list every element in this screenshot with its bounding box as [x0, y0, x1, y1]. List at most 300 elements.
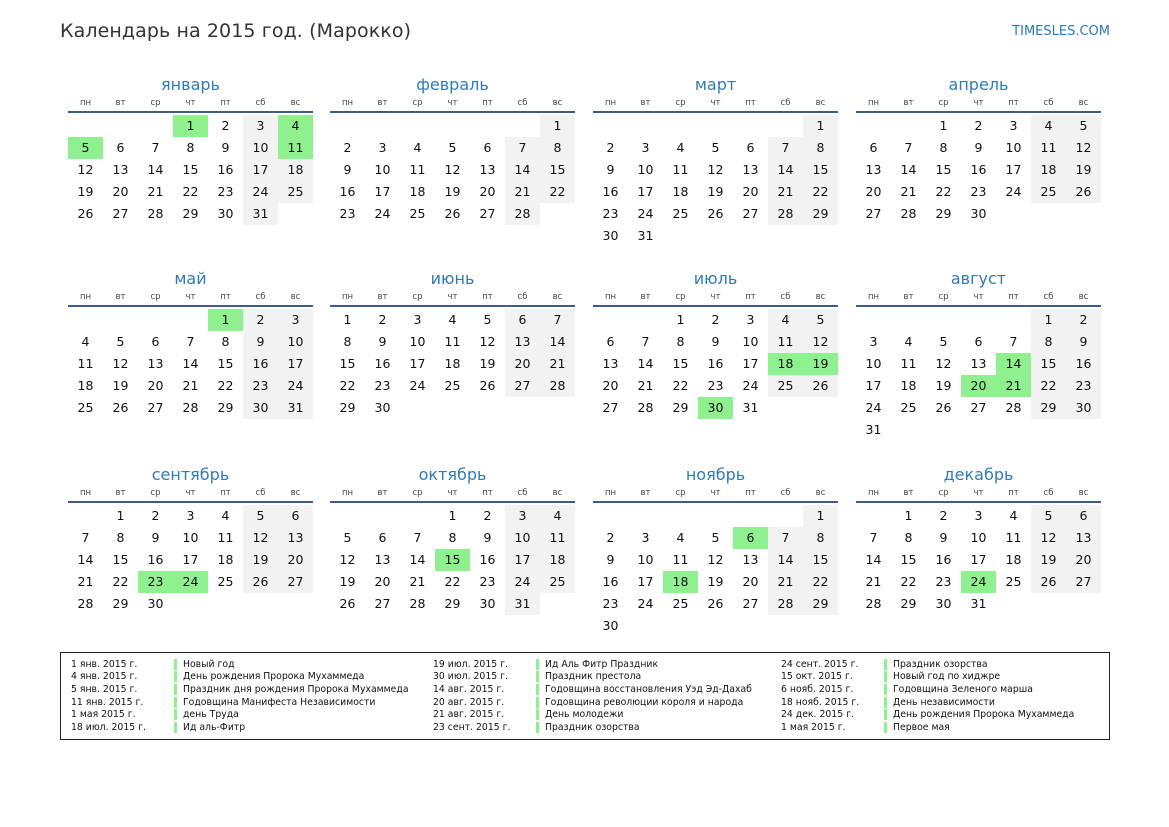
day-cell: 19	[339, 574, 356, 589]
day-cell: 12	[479, 334, 496, 349]
day-cell: 30	[479, 596, 496, 611]
day-cell: 24	[637, 596, 654, 611]
day-cell: 16	[243, 353, 278, 375]
day-cell: 15	[1031, 353, 1066, 375]
day-cell: 16	[217, 162, 234, 177]
weekday-label: вт	[377, 98, 388, 108]
day-cell: 2	[606, 530, 615, 545]
empty-cell	[628, 505, 663, 527]
month-name: апрель	[948, 75, 1009, 94]
day-cell: 8	[540, 137, 575, 159]
legend-color-swatch	[536, 671, 539, 682]
day-grid	[593, 505, 838, 637]
day-cell: 29	[672, 400, 689, 415]
weekday-label: пн	[604, 292, 617, 302]
day-cell: 20	[602, 378, 619, 393]
empty-cell	[330, 505, 365, 527]
day-cell: 25	[768, 375, 803, 397]
legend-holiday-name: Ид аль-Фитр	[183, 721, 246, 733]
day-cell: 19	[707, 184, 724, 199]
legend-date: 15 окт. 2015 г.	[781, 671, 853, 683]
weekday-label: чт	[447, 98, 458, 108]
day-cell: 16	[374, 356, 391, 371]
day-cell: 29	[217, 400, 234, 415]
day-cell: 7	[1009, 334, 1018, 349]
day-cell: 28	[540, 375, 575, 397]
holiday-day-cell: 19	[803, 353, 838, 375]
empty-cell	[400, 115, 435, 137]
legend-date: 19 июл. 2015 г.	[433, 658, 508, 670]
legend-date: 24 дек. 2015 г.	[781, 709, 854, 721]
day-cell: 3	[641, 140, 650, 155]
month-name: февраль	[416, 75, 489, 94]
weekday-label: вт	[640, 488, 651, 498]
day-cell: 7	[768, 137, 803, 159]
day-cell: 3	[746, 312, 755, 327]
day-cell: 17	[865, 378, 882, 393]
legend-holiday-name: Годовщина Зеленого марша	[893, 683, 1033, 695]
day-cell: 27	[1066, 571, 1101, 593]
day-cell: 23	[970, 184, 987, 199]
day-cell: 15	[803, 549, 838, 571]
legend-color-swatch	[174, 684, 177, 695]
weekday-label: сб	[780, 98, 791, 108]
legend-date: 6 нояб. 2015 г.	[781, 683, 854, 695]
legend-color-swatch	[884, 684, 887, 695]
day-cell: 3	[278, 309, 313, 331]
day-cell: 22	[112, 574, 129, 589]
day-cell: 28	[768, 593, 803, 615]
day-cell: 26	[803, 375, 838, 397]
legend-color-swatch	[174, 671, 177, 682]
weekday-header	[593, 487, 838, 503]
day-cell: 6	[483, 140, 492, 155]
weekday-label: вт	[377, 488, 388, 498]
day-cell: 2	[1066, 309, 1101, 331]
weekday-label: вт	[903, 292, 914, 302]
day-cell: 9	[1066, 331, 1101, 353]
day-cell: 3	[186, 508, 195, 523]
day-cell: 4	[676, 140, 685, 155]
weekday-label: ср	[412, 98, 423, 108]
empty-cell	[68, 505, 103, 527]
day-cell: 7	[904, 140, 913, 155]
day-cell: 21	[409, 574, 426, 589]
day-cell: 11	[409, 162, 426, 177]
day-cell: 5	[116, 334, 125, 349]
empty-cell	[173, 309, 208, 331]
holiday-day-cell: 4	[278, 115, 313, 137]
holiday-day-cell: 6	[733, 527, 768, 549]
legend-date: 21 авг. 2015 г.	[433, 709, 505, 721]
weekday-label: сб	[780, 488, 791, 498]
day-cell: 2	[343, 140, 352, 155]
day-cell: 1	[116, 508, 125, 523]
day-cell: 5	[711, 530, 720, 545]
day-cell: 26	[1031, 571, 1066, 593]
day-cell: 7	[151, 140, 160, 155]
day-cell: 26	[243, 571, 278, 593]
day-grid	[68, 505, 313, 615]
day-cell: 25	[444, 378, 461, 393]
day-cell: 5	[483, 312, 492, 327]
day-grid	[68, 309, 313, 419]
day-grid	[330, 309, 575, 419]
day-cell: 30	[1066, 397, 1101, 419]
weekday-label: сб	[517, 488, 528, 498]
day-cell: 25	[900, 400, 917, 415]
day-cell: 27	[147, 400, 164, 415]
weekday-label: ср	[675, 292, 686, 302]
day-cell: 15	[339, 356, 356, 371]
weekday-label: чт	[185, 292, 196, 302]
day-cell: 19	[479, 356, 496, 371]
day-cell: 14	[505, 159, 540, 181]
day-cell: 25	[1005, 574, 1022, 589]
weekday-label: пт	[1008, 488, 1019, 498]
day-cell: 23	[602, 206, 619, 221]
day-cell: 16	[602, 184, 619, 199]
legend-row	[781, 708, 1074, 721]
weekday-header	[330, 97, 575, 113]
day-cell: 11	[217, 530, 234, 545]
legend-column	[71, 658, 409, 734]
day-cell: 20	[1066, 549, 1101, 571]
empty-cell	[365, 115, 400, 137]
weekday-header	[856, 291, 1101, 307]
weekday-label: вс	[552, 98, 563, 108]
legend-date: 11 янв. 2015 г.	[71, 696, 144, 708]
legend-row	[71, 658, 409, 671]
day-cell: 27	[479, 206, 496, 221]
day-grid	[593, 115, 838, 247]
day-cell: 25	[540, 571, 575, 593]
empty-cell	[698, 505, 733, 527]
day-cell: 4	[1031, 115, 1066, 137]
month-name: ноябрь	[685, 465, 746, 484]
month-name: март	[694, 75, 737, 94]
day-cell: 29	[803, 203, 838, 225]
day-cell: 10	[637, 552, 654, 567]
empty-cell	[768, 115, 803, 137]
legend-date: 4 янв. 2015 г.	[71, 671, 138, 683]
day-cell: 12	[1031, 527, 1066, 549]
day-cell: 6	[1066, 505, 1101, 527]
day-cell: 22	[803, 571, 838, 593]
legend-date: 18 нояб. 2015 г.	[781, 696, 860, 708]
day-cell: 19	[707, 574, 724, 589]
legend-holiday-name: Новый год	[183, 658, 235, 670]
month-name: июнь	[430, 269, 475, 288]
empty-cell	[593, 115, 628, 137]
day-cell: 3	[505, 505, 540, 527]
day-cell: 2	[711, 312, 720, 327]
legend-color-swatch	[884, 722, 887, 733]
day-cell: 27	[602, 400, 619, 415]
day-cell: 10	[1005, 140, 1022, 155]
day-cell: 8	[186, 140, 195, 155]
day-cell: 25	[672, 596, 689, 611]
empty-cell	[138, 115, 173, 137]
empty-cell	[365, 505, 400, 527]
weekday-header	[68, 487, 313, 503]
weekday-header	[856, 487, 1101, 503]
day-cell: 8	[343, 334, 352, 349]
day-cell: 4	[904, 334, 913, 349]
day-cell: 17	[505, 549, 540, 571]
day-cell: 15	[182, 162, 199, 177]
day-cell: 27	[742, 206, 759, 221]
weekday-label: сб	[1043, 292, 1054, 302]
day-cell: 31	[970, 596, 987, 611]
day-cell: 14	[865, 552, 882, 567]
weekday-label: пн	[79, 292, 92, 302]
day-cell: 29	[182, 206, 199, 221]
day-cell: 30	[217, 206, 234, 221]
month-block	[68, 465, 313, 615]
day-cell: 2	[221, 118, 230, 133]
legend-color-swatch	[174, 709, 177, 720]
day-cell: 9	[606, 552, 615, 567]
holiday-day-cell: 23	[138, 571, 173, 593]
day-cell: 25	[217, 574, 234, 589]
day-cell: 10	[409, 334, 426, 349]
legend-date: 20 авг. 2015 г.	[433, 696, 505, 708]
day-cell: 28	[865, 596, 882, 611]
legend-color-swatch	[884, 697, 887, 708]
empty-cell	[470, 115, 505, 137]
weekday-label: пн	[79, 98, 92, 108]
legend-holiday-name: День рождения Пророка Мухаммеда	[893, 709, 1075, 721]
legend-column	[433, 658, 752, 734]
day-cell: 26	[707, 206, 724, 221]
day-cell: 23	[707, 378, 724, 393]
legend-row	[433, 696, 752, 709]
empty-cell	[400, 505, 435, 527]
day-cell: 19	[243, 549, 278, 571]
day-cell: 1	[803, 115, 838, 137]
day-cell: 20	[112, 184, 129, 199]
weekday-label: вс	[1078, 488, 1089, 498]
empty-cell	[435, 115, 470, 137]
day-cell: 15	[935, 162, 952, 177]
month-name: октябрь	[418, 465, 487, 484]
weekday-label: чт	[447, 488, 458, 498]
day-cell: 22	[182, 184, 199, 199]
day-cell: 15	[540, 159, 575, 181]
day-cell: 9	[606, 162, 615, 177]
weekday-label: ср	[150, 292, 161, 302]
day-cell: 1	[1031, 309, 1066, 331]
day-cell: 20	[742, 574, 759, 589]
holiday-day-cell: 30	[698, 397, 733, 419]
day-cell: 21	[540, 353, 575, 375]
day-cell: 25	[77, 400, 94, 415]
legend-row	[781, 671, 1074, 684]
day-cell: 18	[409, 184, 426, 199]
day-cell: 29	[444, 596, 461, 611]
empty-cell	[768, 505, 803, 527]
legend-color-swatch	[536, 722, 539, 733]
day-grid	[330, 115, 575, 225]
site-link[interactable]: TIMESLES.COM	[1012, 24, 1110, 39]
day-cell: 24	[243, 181, 278, 203]
empty-cell	[628, 115, 663, 137]
day-cell: 27	[742, 596, 759, 611]
legend-color-swatch	[536, 697, 539, 708]
day-cell: 19	[77, 184, 94, 199]
day-cell: 25	[409, 206, 426, 221]
day-cell: 30	[935, 596, 952, 611]
day-cell: 25	[278, 181, 313, 203]
weekday-label: пн	[867, 488, 880, 498]
day-cell: 10	[278, 331, 313, 353]
day-cell: 22	[803, 181, 838, 203]
day-cell: 14	[768, 549, 803, 571]
empty-cell	[856, 505, 891, 527]
day-cell: 26	[707, 596, 724, 611]
weekday-label: ср	[150, 98, 161, 108]
day-cell: 26	[77, 206, 94, 221]
empty-cell	[996, 309, 1031, 331]
legend-column	[781, 658, 1074, 734]
day-cell: 28	[409, 596, 426, 611]
weekday-label: вт	[903, 98, 914, 108]
day-cell: 8	[116, 530, 125, 545]
day-cell: 24	[742, 378, 759, 393]
legend-row	[781, 683, 1074, 696]
day-cell: 5	[1066, 115, 1101, 137]
day-cell: 13	[374, 552, 391, 567]
day-cell: 26	[1066, 181, 1101, 203]
day-cell: 18	[540, 549, 575, 571]
day-cell: 6	[278, 505, 313, 527]
day-cell: 1	[343, 312, 352, 327]
day-cell: 19	[935, 378, 952, 393]
month-block	[330, 75, 575, 225]
empty-cell	[68, 115, 103, 137]
day-cell: 9	[243, 331, 278, 353]
day-cell: 17	[278, 353, 313, 375]
day-cell: 10	[243, 137, 278, 159]
weekday-label: пт	[1008, 98, 1019, 108]
day-cell: 7	[186, 334, 195, 349]
weekday-label: вс	[290, 488, 301, 498]
day-cell: 7	[81, 530, 90, 545]
day-cell: 13	[742, 162, 759, 177]
day-cell: 11	[768, 331, 803, 353]
day-cell: 9	[711, 334, 720, 349]
holiday-day-cell: 5	[68, 137, 103, 159]
day-cell: 24	[409, 378, 426, 393]
empty-cell	[103, 115, 138, 137]
weekday-label: ср	[150, 488, 161, 498]
day-cell: 9	[221, 140, 230, 155]
weekday-label: пн	[867, 98, 880, 108]
day-cell: 30	[243, 397, 278, 419]
day-cell: 13	[1066, 527, 1101, 549]
weekday-label: вт	[115, 98, 126, 108]
weekday-header	[856, 97, 1101, 113]
day-cell: 21	[865, 574, 882, 589]
month-name: август	[950, 269, 1007, 288]
weekday-label: чт	[973, 98, 984, 108]
day-cell: 11	[672, 552, 689, 567]
weekday-label: чт	[710, 488, 721, 498]
weekday-label: ср	[675, 488, 686, 498]
day-cell: 15	[217, 356, 234, 371]
day-cell: 1	[904, 508, 913, 523]
day-grid	[856, 505, 1101, 615]
day-cell: 22	[217, 378, 234, 393]
legend-date: 1 янв. 2015 г.	[71, 658, 138, 670]
legend-holiday-name: Ид Аль Фитр Праздник	[545, 658, 659, 670]
legend-row	[71, 671, 409, 684]
day-cell: 26	[339, 596, 356, 611]
day-cell: 3	[974, 508, 983, 523]
day-cell: 13	[112, 162, 129, 177]
day-cell: 16	[1066, 353, 1101, 375]
day-cell: 24	[865, 400, 882, 415]
holiday-day-cell: 11	[278, 137, 313, 159]
day-cell: 6	[869, 140, 878, 155]
day-cell: 23	[374, 378, 391, 393]
empty-cell	[68, 309, 103, 331]
month-name: январь	[161, 75, 220, 94]
day-cell: 6	[746, 140, 755, 155]
weekday-label: сб	[255, 488, 266, 498]
day-cell: 1	[448, 508, 457, 523]
day-cell: 13	[602, 356, 619, 371]
holiday-day-cell: 14	[996, 353, 1031, 375]
day-cell: 20	[505, 353, 540, 375]
day-cell: 19	[1031, 549, 1066, 571]
empty-cell	[926, 309, 961, 331]
day-cell: 6	[974, 334, 983, 349]
weekday-label: вс	[815, 292, 826, 302]
day-cell: 28	[900, 206, 917, 221]
day-cell: 28	[147, 206, 164, 221]
legend-date: 1 мая 2015 г.	[71, 709, 136, 721]
day-cell: 8	[448, 530, 457, 545]
legend-row	[433, 708, 752, 721]
weekday-label: пн	[79, 488, 92, 498]
day-cell: 5	[343, 530, 352, 545]
day-cell: 5	[448, 140, 457, 155]
day-cell: 12	[1066, 137, 1101, 159]
holiday-legend	[60, 652, 1110, 740]
day-cell: 10	[742, 334, 759, 349]
legend-row	[433, 683, 752, 696]
legend-holiday-name: Праздник озорства	[893, 658, 988, 670]
day-cell: 13	[278, 527, 313, 549]
day-cell: 23	[339, 206, 356, 221]
weekday-label: пн	[867, 292, 880, 302]
holiday-day-cell: 15	[435, 549, 470, 571]
day-cell: 2	[243, 309, 278, 331]
day-cell: 18	[1031, 159, 1066, 181]
legend-row	[71, 696, 409, 709]
day-cell: 7	[869, 530, 878, 545]
weekday-label: пн	[604, 98, 617, 108]
empty-cell	[663, 505, 698, 527]
day-cell: 14	[900, 162, 917, 177]
weekday-header	[68, 291, 313, 307]
day-cell: 11	[1005, 530, 1022, 545]
weekday-label: вс	[552, 292, 563, 302]
day-cell: 3	[378, 140, 387, 155]
legend-date: 23 сент. 2015 г.	[433, 721, 511, 733]
